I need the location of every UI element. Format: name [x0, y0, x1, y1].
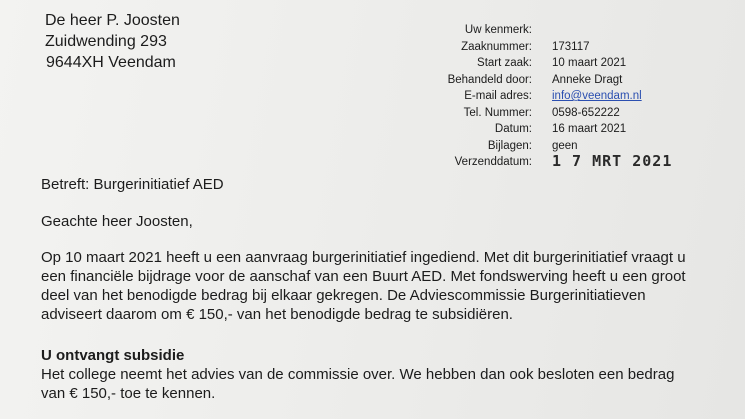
letter-paragraph-1 — [41, 248, 731, 324]
recipient-street: Zuidwending 293 — [45, 33, 167, 50]
meta-label-attachments: Bijlagen: — [487, 139, 532, 152]
paragraph-line: Op 10 maart 2021 heeft u een aanvraag burgerinitiatief ingediend. Met dit burgerinitiatief vraagt u — [41, 249, 686, 266]
meta-label-reference: Uw kenmerk: — [464, 24, 532, 36]
recipient-address — [45, 10, 180, 73]
recipient-name: De heer P. Joosten — [45, 12, 180, 29]
paragraph-line: een financiële bijdrage voor de aanschaf van een Buurt AED. Met fondswerving heeft u een groot — [41, 268, 686, 285]
paragraph-line: van € 150,- toe te kennen. — [41, 385, 216, 402]
letter-salutation: Geachte heer Joosten, — [41, 213, 193, 230]
letter-subject: Betreft: Burgerinitiatief AED — [41, 176, 224, 193]
meta-value-phone: 0598-652222 — [552, 106, 620, 119]
meta-label-date: Datum: — [494, 123, 532, 135]
paragraph-line: adviseert daarom om € 150,- van het benodigde bedrag te subsidiëren. — [41, 306, 513, 323]
letter-section-subsidy — [41, 346, 731, 403]
email-link[interactable]: info@veendam.nl — [552, 90, 642, 102]
meta-value-reference — [552, 22, 672, 39]
meta-label-start-date: Start zaak: — [477, 57, 532, 69]
section-heading: U ontvangt subsidie — [41, 347, 185, 364]
meta-value-handled-by: Anneke Dragt — [552, 73, 623, 86]
recipient-city: 9644XH Veendam — [46, 54, 176, 71]
letter-metadata — [420, 22, 672, 171]
meta-label-phone: Tel. Nummer: — [463, 106, 532, 119]
send-date-stamp: 1 7 MRT 2021 — [552, 152, 673, 170]
meta-value-attachments: geen — [552, 139, 578, 152]
paragraph-line: deel van het benodigde bedrag bij elkaar gekregen. De Adviescommissie Burgerinitiatieven — [41, 287, 646, 304]
meta-label-email: E-mail adres: — [464, 90, 532, 102]
meta-label-case-number: Zaaknummer: — [461, 40, 532, 53]
paragraph-line: Het college neemt het advies van de commissie over. We hebben dan ook besloten een bedrag — [41, 366, 675, 383]
meta-value-case-number: 173117 — [552, 40, 590, 53]
meta-label-handled-by: Behandeld door: — [447, 73, 532, 86]
meta-value-date: 16 maart 2021 — [552, 123, 627, 135]
meta-label-send-date: Verzenddatum: — [454, 156, 532, 168]
meta-value-start-date: 10 maart 2021 — [552, 57, 627, 69]
